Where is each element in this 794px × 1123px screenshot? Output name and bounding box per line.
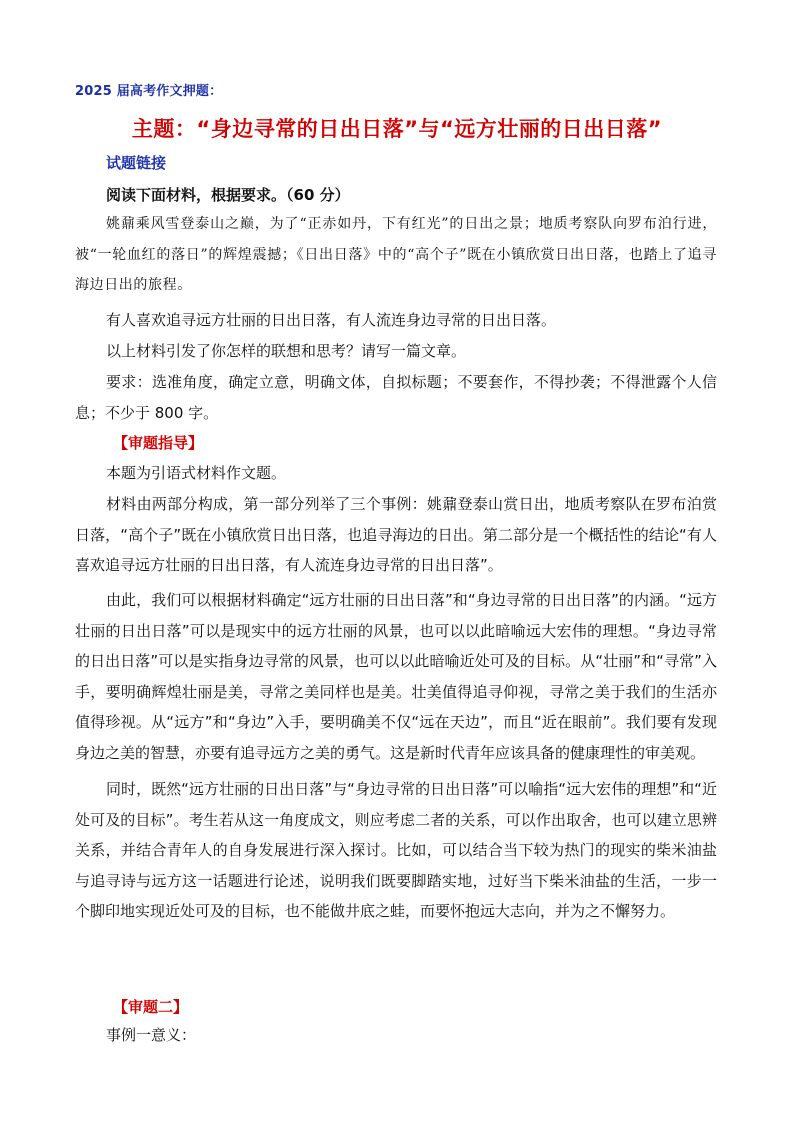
section-label-guidance: 【审题指导】: [113, 434, 204, 452]
section-two-first-line: 事例一意义：: [106, 1026, 197, 1044]
guidance-paragraph-3: 由此，我们可以根据材料确定“远方壮丽的日出日落”和“身边寻常的日出日落”的内涵。“远方壮丽的日出日落”可以是现实中的远方壮丽的风景，也可以以此暗喻远大宏伟的理想。“身边寻常的日出日落”可以是实指身边寻常的风景，也可以以此暗喻近处可及的目标。从“壮丽”和“寻常”入手，要明确辉煌壮丽是美，寻常之美同样也是美。壮美值得追寻仰视，寻常之美于我们的生活亦值得珍视。从“远方”和“身边”入手，要明确美不仅“远在天边”，而且“近在眼前”。我们要有发现身边之美的智慧，亦要有追寻远方之美的勇气。这是新时代青年应该具备的健康理性的审美观。: [75, 591, 717, 762]
guidance-paragraph-4: 同时，既然“远方壮丽的日出日落”与“身边寻常的日出日落”可以喻指“远大宏伟的理想”和“近处可及的目标”。考生若从这一角度成文，则应考虑二者的关系，可以作出取舍，也可以建立思辨关系，并结合青年人的自身发展进行深入探讨。比如，可以结合当下较为热门的现实的柴米油盐与追寻诗与远方这一话题进行论述，说明我们既要脚踏实地，过好当下柴米油盐的生活，一步一个脚印地实现近处可及的目标，也不能做井底之蛙，而要怀抱远大志向，并为之不懈努力。: [75, 780, 717, 920]
guidance-paragraph-2: 材料由两部分构成，第一部分列举了三个事例：姚鼐登泰山赏日出，地质考察队在罗布泊赏日落，“高个子”既在小镇欣赏日出日落，也追寻海边的日出。第二部分是一个概括性的结论“有人喜欢追寻远方壮丽的日出日落，有人流连身边寻常的日出日落”。: [75, 495, 717, 574]
requirements-paragraph: 要求：选准角度，确定立意，明确文体，自拟标题；不要套作，不得抄袭；不得泄露个人信息；不少于 800 字。: [75, 373, 717, 422]
instruction-line: 阅读下面材料，根据要求。（60 分）: [106, 186, 350, 204]
section-label-prompt-link: 试题链接: [106, 154, 167, 172]
guidance-paragraph-1: 本题为引语式材料作文题。: [106, 464, 287, 482]
question-line: 以上材料引发了你怎样的联想和思考？请写一篇文章。: [106, 342, 467, 360]
material-paragraph: 姚鼐乘风雪登泰山之巅，为了“正赤如丹，下有红光”的日出之景；地质考察队向罗布泊行进，被“一轮血红的落日”的辉煌震撼；《日出日落》中的“高个子”既在小镇欣赏日出日落，也踏上了追寻海边日出的旅程。: [75, 216, 717, 293]
section-label-two: 【审题二】: [113, 998, 189, 1016]
header-label: 2025 届高考作文押题：: [75, 84, 223, 99]
material-summary: 有人喜欢追寻远方壮丽的日出日落，有人流连身边寻常的日出日落。: [106, 311, 557, 329]
page-title: 主题：“身边寻常的日出日落”与“远方壮丽的日出日落”: [131, 117, 663, 141]
